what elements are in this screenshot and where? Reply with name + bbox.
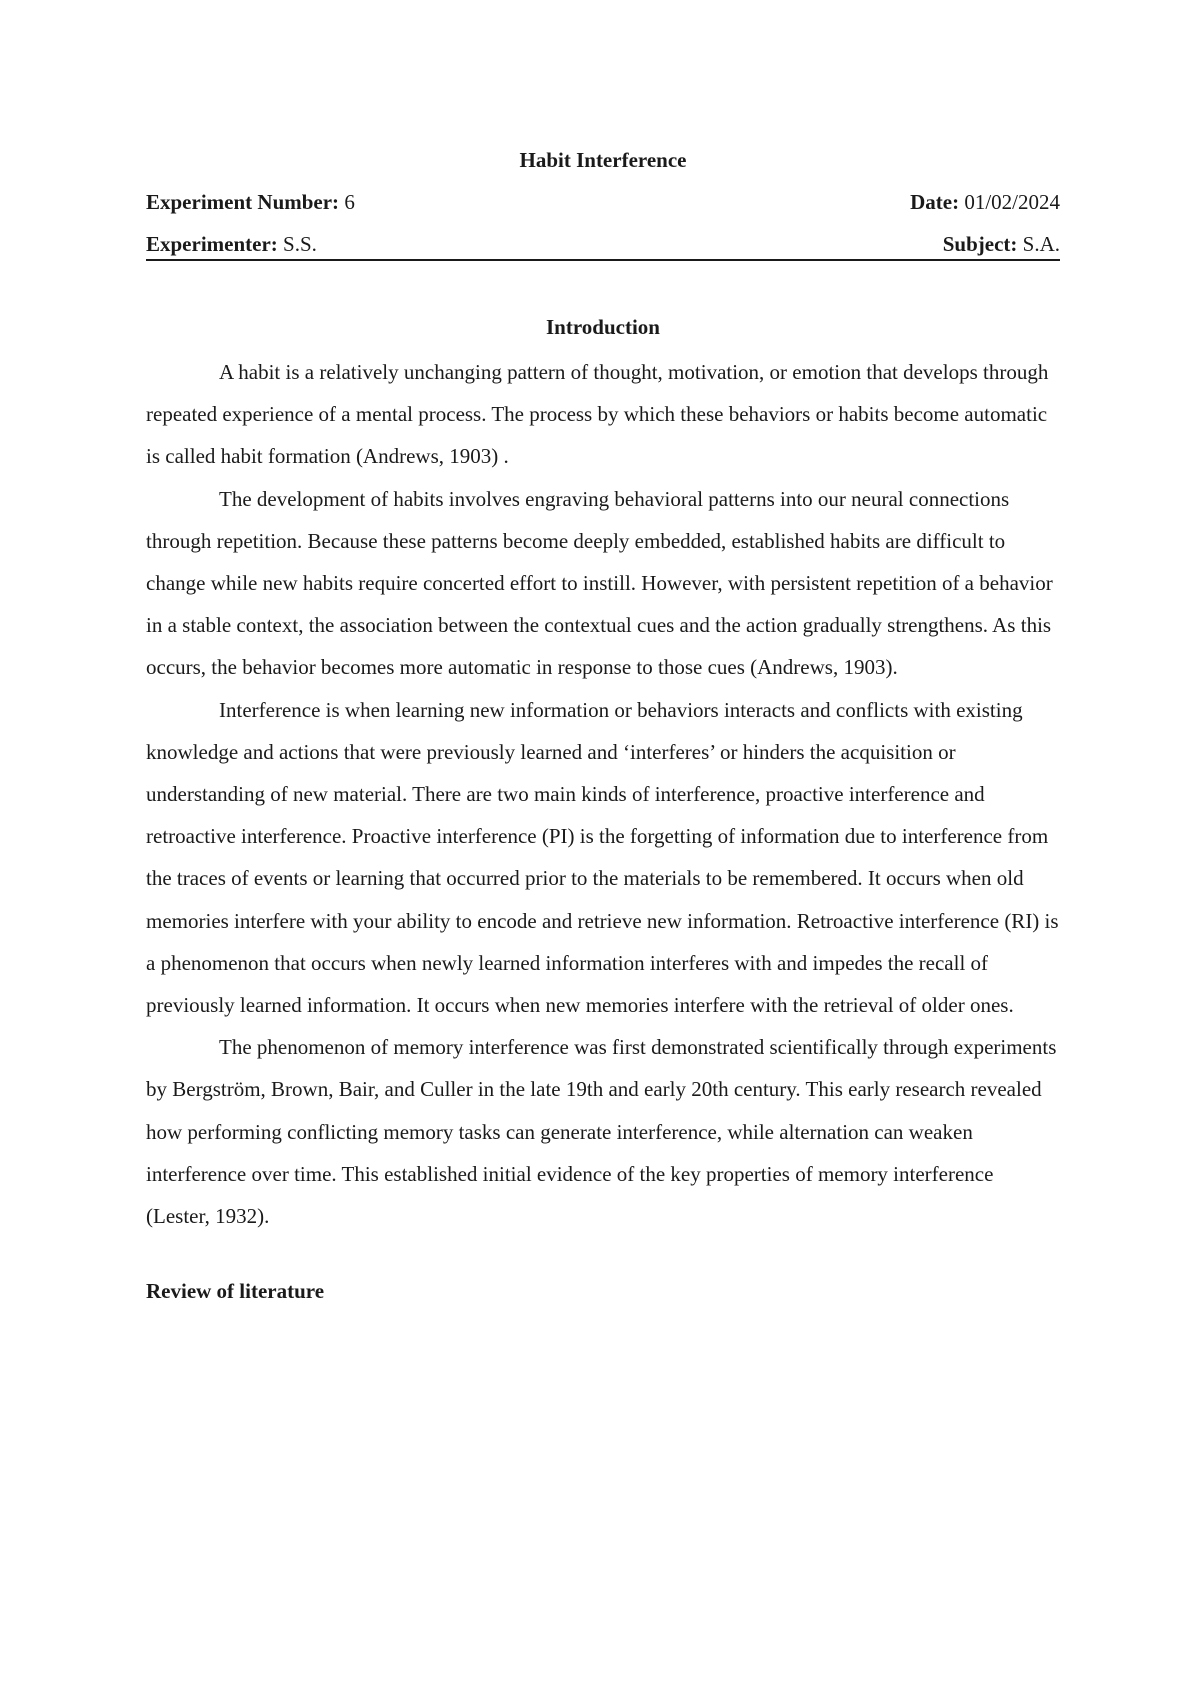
introduction-heading: Introduction xyxy=(546,315,660,339)
introduction-paragraph-3: Interference is when learning new information or behaviors interacts and conflicts with existing knowledge and actions that were previously learned and ‘interferes’ or hinders the acquisition or understanding of new material. There are two main kinds of interference, proactive interference and retroactive interference. Proactive interference (PI) is the forgetting of information due to interference from the traces of events or learning that occurred prior to the materials to be remembered. It occurs when old memories interfere with your ability to encode and retrieve new information. Retroactive interference (RI) is a phenomenon that occurs when newly learned information interferes with and impedes the recall of previously learned information. It occurs when new memories interfere with the retrieval of older ones. xyxy=(146,697,1059,1018)
date xyxy=(910,188,1060,216)
subject xyxy=(943,230,1060,258)
introduction-paragraph-2: The development of habits involves engraving behavioral patterns into our neural connections through repetition. Because these patterns become deeply embedded, established habits are difficult to change while new habits require concerted effort to instill. However, with persistent repetition of a behavior in a stable context, the association between the contextual cues and the action gradually strengthens. As this occurs, the behavior becomes more automatic in response to those cues (Andrews, 1903). xyxy=(146,486,1053,680)
document-title: Habit Interference xyxy=(519,148,687,172)
experiment-number-label: Experiment Number: xyxy=(146,190,340,214)
experiment-number-value: 6 xyxy=(344,190,355,214)
meta-row-people xyxy=(146,230,1060,261)
subject-value: S.A. xyxy=(1022,232,1060,256)
review-of-literature-heading: Review of literature xyxy=(146,1279,325,1304)
introduction-paragraph-4: The phenomenon of memory interference was first demonstrated scientifically through experiments by Bergström, Brown, Bair, and Culler in the late 19th and early 20th century. This early research revealed how performing conflicting memory tasks can generate interference, while alternation can weaken interference over time. This established initial evidence of the key properties of memory interference (Lester, 1932). xyxy=(146,1035,1057,1229)
page-content xyxy=(146,146,1060,1305)
experimenter-label: Experimenter: xyxy=(146,232,278,256)
experimenter xyxy=(146,230,317,258)
experimenter-value: S.S. xyxy=(283,232,317,256)
date-value: 01/02/2024 xyxy=(964,190,1060,214)
experiment-number xyxy=(146,188,355,216)
subject-label: Subject: xyxy=(942,232,1018,256)
date-label: Date: xyxy=(910,190,960,214)
meta-row-experiment xyxy=(146,188,1060,216)
introduction-paragraph-1: A habit is a relatively unchanging pattern of thought, motivation, or emotion that develops through repeated experience of a mental process. The process by which these behaviors or habits become automatic is called habit formation (Andrews, 1903) . xyxy=(146,360,1049,469)
